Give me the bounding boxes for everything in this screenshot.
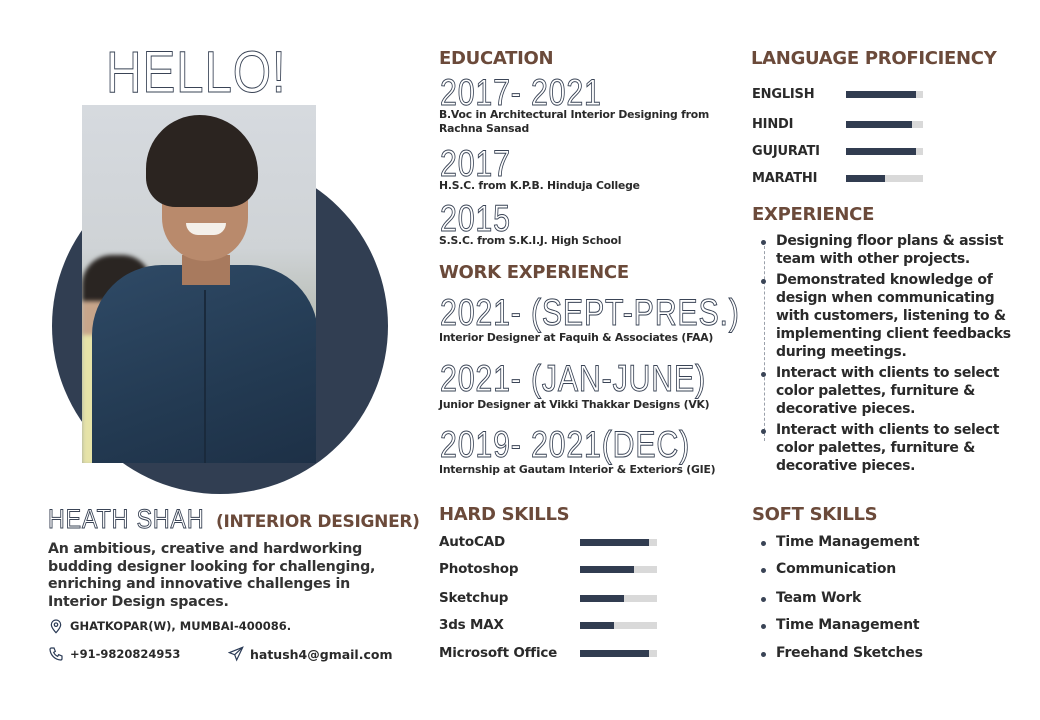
hard-skill-bar bbox=[580, 650, 657, 657]
experience-item: Designing floor plans & assist team with other projects. bbox=[760, 232, 1020, 268]
address-text: GHATKOPAR(W), MUMBAI-400086. bbox=[70, 619, 292, 633]
profile-summary: An ambitious, creative and hardworking budding designer looking for challenging, enriching and innovative challenges in Interior Design spaces. bbox=[48, 541, 376, 610]
hard-skill-bar bbox=[580, 622, 657, 629]
phone-text: +91-9820824953 bbox=[70, 647, 181, 661]
language-bar bbox=[846, 175, 923, 182]
hard-skill-label: Photoshop bbox=[439, 561, 519, 577]
soft-skills-heading: SOFT SKILLS bbox=[752, 504, 878, 525]
soft-skill-item: Freehand Sketches bbox=[760, 645, 923, 661]
education-desc: S.S.C. from S.K.I.J. High School bbox=[439, 234, 622, 247]
language-label: HINDI bbox=[752, 117, 794, 132]
language-label: GUJURATI bbox=[752, 144, 820, 159]
soft-skill-item: Time Management bbox=[760, 617, 919, 633]
education-desc bbox=[439, 108, 709, 135]
language-bar bbox=[846, 91, 923, 98]
language-label: MARATHI bbox=[752, 171, 818, 186]
address bbox=[48, 618, 291, 634]
soft-skill-item: Communication bbox=[760, 561, 896, 577]
paper-plane-icon bbox=[228, 646, 244, 662]
language-bar bbox=[846, 148, 923, 155]
experience-heading: EXPERIENCE bbox=[752, 204, 875, 225]
hard-skills-heading: HARD SKILLS bbox=[439, 504, 570, 525]
work-period: 2021- (SEPT-PRES.) bbox=[440, 292, 740, 333]
work-period: 2019- 2021(DEC) bbox=[440, 424, 691, 465]
location-pin-icon bbox=[48, 618, 64, 634]
hard-skill-bar bbox=[580, 566, 657, 573]
email-text: hatush4@gmail.com bbox=[250, 646, 393, 662]
hard-skill-bar bbox=[580, 539, 657, 546]
work-desc: Interior Designer at Faquih & Associates (FAA) bbox=[439, 331, 714, 344]
language-label: ENGLISH bbox=[752, 87, 815, 102]
education-desc: H.S.C. from K.P.B. Hinduja College bbox=[439, 179, 640, 192]
hard-skill-label: 3ds MAX bbox=[439, 617, 504, 633]
education-heading: EDUCATION bbox=[439, 48, 554, 69]
phone-icon bbox=[48, 646, 64, 662]
work-desc: Internship at Gautam Interior & Exteriors (GIE) bbox=[439, 463, 716, 476]
hard-skill-bar bbox=[580, 595, 657, 602]
hello-title: HELLO! bbox=[106, 40, 287, 105]
experience-item: Interact with clients to select color palettes, furniture & decorative pieces. bbox=[760, 364, 1020, 418]
profile-role: (INTERIOR DESIGNER) bbox=[216, 512, 420, 532]
language-heading: LANGUAGE PROFICIENCY bbox=[751, 48, 997, 69]
hard-skill-label: Microsoft Office bbox=[439, 645, 558, 661]
profile-name: HEATH SHAH bbox=[48, 504, 205, 534]
work-desc: Junior Designer at Vikki Thakkar Designs (VK) bbox=[439, 398, 710, 411]
experience-list bbox=[760, 232, 1020, 478]
phone[interactable] bbox=[48, 646, 180, 662]
soft-skill-item: Team Work bbox=[760, 590, 861, 606]
soft-skill-item: Time Management bbox=[760, 534, 919, 550]
work-experience-heading: WORK EXPERIENCE bbox=[439, 262, 629, 283]
education-desc-line: Rachna Sansad bbox=[439, 121, 530, 135]
education-year: 2015 bbox=[440, 198, 511, 239]
hard-skill-label: Sketchup bbox=[439, 590, 509, 606]
profile-photo bbox=[82, 105, 316, 463]
education-year: 2017- 2021 bbox=[440, 72, 602, 113]
experience-item: Interact with clients to select color palettes, furniture & decorative pieces. bbox=[760, 421, 1020, 475]
email-link[interactable] bbox=[228, 646, 393, 662]
education-year: 2017 bbox=[440, 143, 511, 184]
education-desc-line: B.Voc in Architectural Interior Designing from bbox=[439, 108, 709, 121]
hard-skill-label: AutoCAD bbox=[439, 534, 505, 550]
work-period: 2021- (JAN-JUNE) bbox=[440, 358, 707, 399]
language-bar bbox=[846, 121, 923, 128]
experience-item: Demonstrated knowledge of design when communicating with customers, listening to & implementing client feedbacks during meetings. bbox=[760, 271, 1020, 361]
